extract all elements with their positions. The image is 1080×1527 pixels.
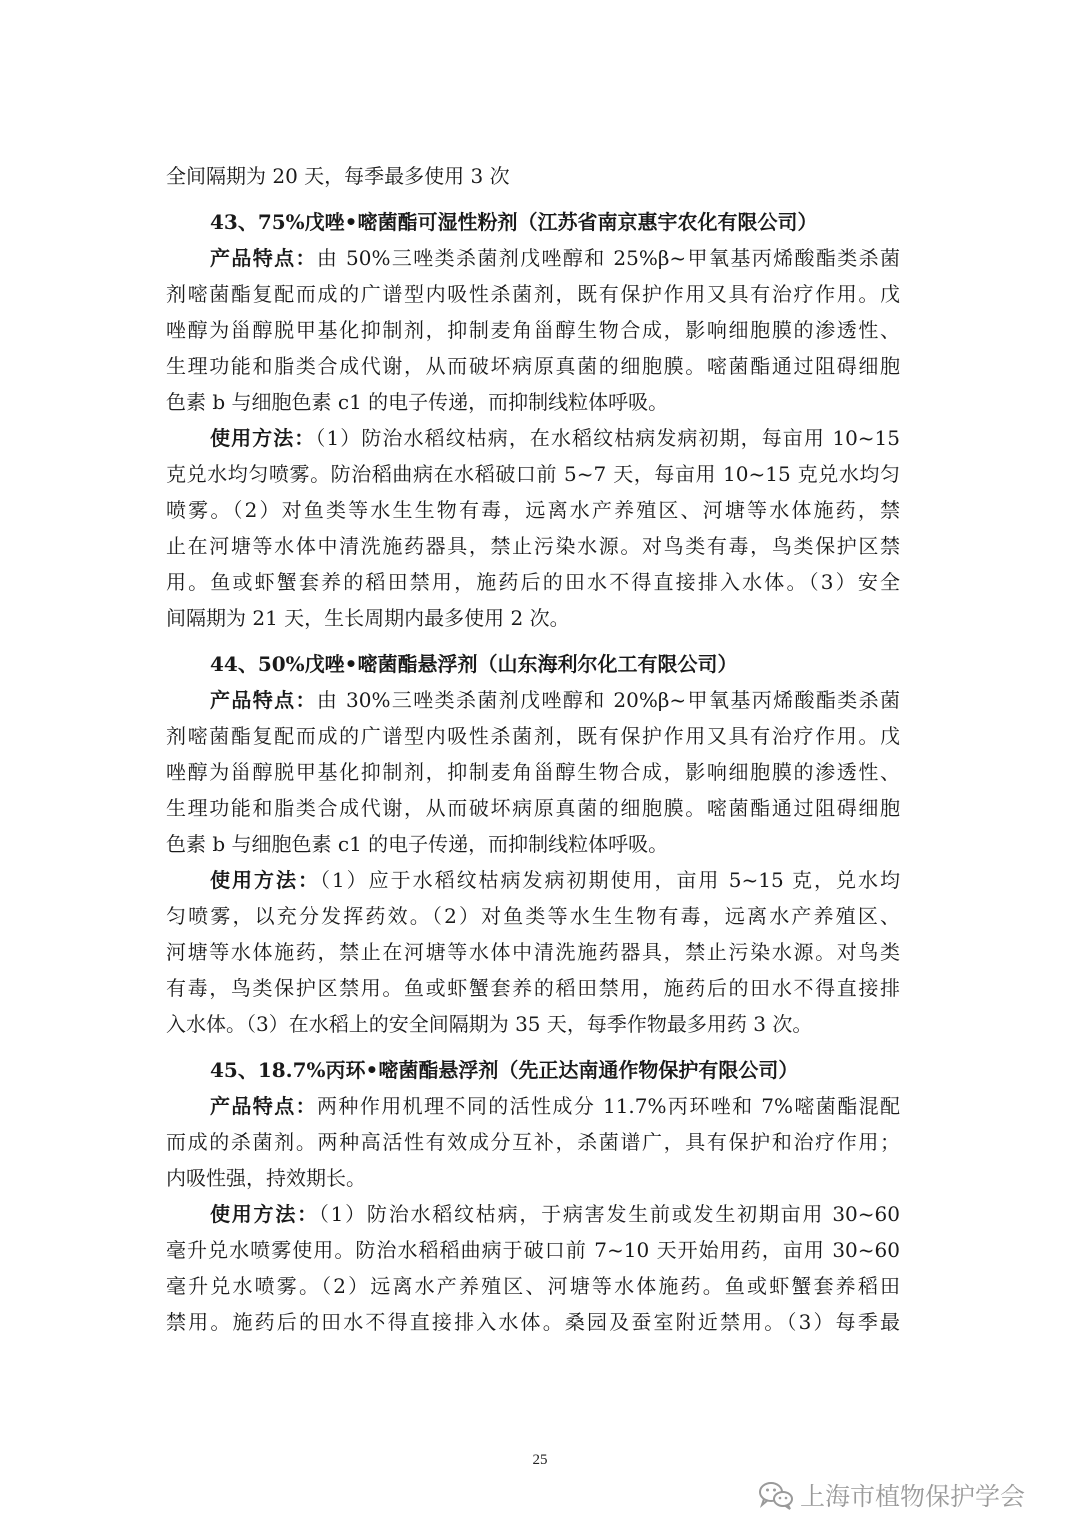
paragraph-first-line — [166, 420, 900, 456]
watermark-text: 上海市植物保护学会 — [800, 1482, 1026, 1511]
paragraph-text: 由 50%三唑类杀菌剂戊唑醇和 25%β~甲氧基丙烯酸酯类杀菌 — [316, 246, 900, 270]
text-line: 毫升兑水喷雾。（2）远离水产养殖区、河塘等水体施药。鱼或虾蟹套养稻田 — [166, 1274, 900, 1298]
text-line: 用。鱼或虾蟹套养的稻田禁用，施药后的田水不得直接排入水体。（3）安全 — [166, 570, 900, 594]
paragraph-text: 由 30%三唑类杀菌剂戊唑醇和 20%β~甲氧基丙烯酸酯类杀菌 — [316, 688, 900, 712]
paragraph-first-line — [166, 1196, 900, 1232]
paragraph-label: 产品特点： — [210, 688, 317, 712]
text-line: 禁用。施药后的田水不得直接排入水体。桑园及蚕室附近禁用。（3）每季最 — [166, 1310, 900, 1334]
paragraph-label: 使用方法： — [210, 868, 320, 892]
section-heading: 43、75%戊唑•嘧菌酯可湿性粉剂（江苏省南京惠宇农化有限公司） — [210, 210, 818, 234]
text-line: 克兑水均匀喷雾。防治稻曲病在水稻破口前 5~7 天，每亩用 10~15 克兑水均匀 — [166, 462, 900, 486]
text-line: 唑醇为甾醇脱甲基化抑制剂，抑制麦角甾醇生物合成，影响细胞膜的渗透性、 — [166, 760, 900, 784]
document-body — [166, 158, 900, 1340]
text-line: 生理功能和脂类合成代谢，从而破坏病原真菌的细胞膜。嘧菌酯通过阻碍细胞 — [166, 354, 900, 378]
text-line: 河塘等水体施药，禁止在河塘等水体中清洗施药器具，禁止污染水源。对鸟类 — [166, 940, 900, 964]
paragraph-text: 两种作用机理不同的活性成分 11.7%丙环唑和 7%嘧菌酯混配 — [317, 1094, 900, 1118]
text-line: 生理功能和脂类合成代谢，从而破坏病原真菌的细胞膜。嘧菌酯通过阻碍细胞 — [166, 796, 900, 820]
watermark — [758, 1477, 1025, 1513]
paragraph-label: 使用方法： — [210, 1202, 319, 1226]
text-line: 剂嘧菌酯复配而成的广谱型内吸性杀菌剂，既有保护作用又具有治疗作用。戊 — [166, 724, 900, 748]
wechat-icon — [758, 1480, 794, 1510]
text-line: 匀喷雾，以充分发挥药效。（2）对鱼类等水生生物有毒，远离水产养殖区、 — [166, 904, 900, 928]
text-line: 喷雾。（2）对鱼类等水生生物有毒，远离水产养殖区、河塘等水体施药，禁 — [166, 498, 900, 522]
text-line: 内吸性强，持效期长。 — [166, 1166, 366, 1190]
text-line: 色素 b 与细胞色素 c1 的电子传递，而抑制线粒体呼吸。 — [166, 832, 669, 856]
paragraph-first-line — [166, 862, 900, 898]
text-line: 有毒，鸟类保护区禁用。鱼或虾蟹套养的稻田禁用，施药后的田水不得直接排 — [166, 976, 900, 1000]
paragraph-text: （1）防治水稻纹枯病，在水稻纹枯病发病初期，每亩用 10~15 — [315, 426, 900, 450]
paragraph-first-line — [166, 240, 900, 276]
paragraph-label: 使用方法： — [210, 426, 316, 450]
text-line: 全间隔期为 20 天，每季最多使用 3 次 — [166, 164, 510, 188]
text-line: 剂嘧菌酯复配而成的广谱型内吸性杀菌剂，既有保护作用又具有治疗作用。戊 — [166, 282, 900, 306]
page-number: 25 — [532, 1452, 548, 1468]
paragraph-text: （1）防治水稻纹枯病，于病害发生前或发生初期亩用 30~60 — [318, 1202, 900, 1226]
text-line: 而成的杀菌剂。两种高活性有效成分互补，杀菌谱广，具有保护和治疗作用； — [166, 1130, 900, 1154]
text-line: 入水体。（3）在水稻上的安全间隔期为 35 天，每季作物最多用药 3 次。 — [166, 1012, 813, 1036]
paragraph-first-line — [166, 682, 900, 718]
text-line: 间隔期为 21 天，生长周期内最多使用 2 次。 — [166, 606, 570, 630]
section-heading: 44、50%戊唑•嘧菌酯悬浮剂（山东海利尔化工有限公司） — [210, 652, 738, 676]
paragraph-label: 产品特点： — [210, 1094, 318, 1118]
paragraph-label: 产品特点： — [210, 246, 317, 270]
text-line: 止在河塘等水体中清洗施药器具，禁止污染水源。对鸟类有毒，鸟类保护区禁 — [166, 534, 900, 558]
section-heading: 45、18.7%丙环•嘧菌酯悬浮剂（先正达南通作物保护有限公司） — [210, 1058, 799, 1082]
text-line: 唑醇为甾醇脱甲基化抑制剂，抑制麦角甾醇生物合成，影响细胞膜的渗透性、 — [166, 318, 900, 342]
paragraph-text: （1）应于水稻纹枯病发病初期使用，亩用 5~15 克，兑水均 — [319, 868, 900, 892]
text-line: 毫升兑水喷雾使用。防治水稻稻曲病于破口前 7~10 天开始用药，亩用 30~60 — [166, 1238, 900, 1262]
paragraph-first-line — [166, 1088, 900, 1124]
text-line: 色素 b 与细胞色素 c1 的电子传递，而抑制线粒体呼吸。 — [166, 390, 669, 414]
